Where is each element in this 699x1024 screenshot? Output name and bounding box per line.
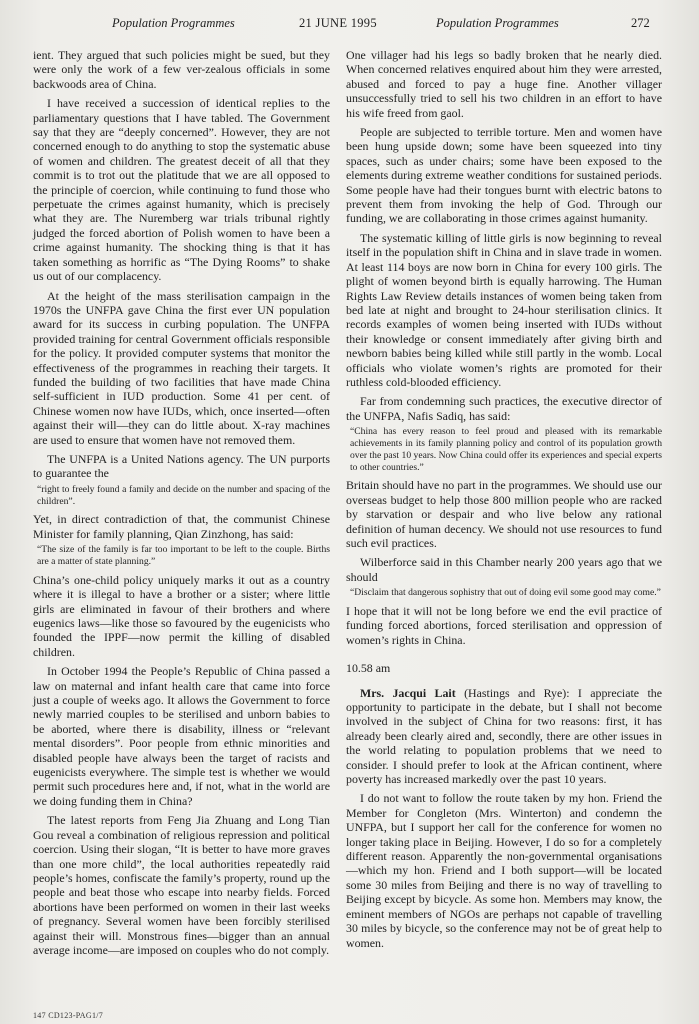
header-right-title: Population Programmes [436,16,559,30]
right-column [346,48,662,950]
paragraph: I have received a succession of identical replies to the parliamentary questions that I have tabled. The Government say that they are “deeply concerned”. However, they are not concerned enough to do anything to stop the systematic abuse of women and children. The greatest deceit of all that they commit is to trot out the platitude that we are all opposed to the principle of coercion, while continuing to fund those who perpetuate the crimes against humanity, which is precisely what they are. The Nuremberg war trials tribunal rightly judged the forced abortion of Polish women to have been a crime against humanity. The shocking thing is that it has taken something as horrific as “The Dying Rooms” to shake us out of our complacency. [33,96,330,284]
paragraph: In October 1994 the People’s Republic of China passed a law on maternal and infant health care that came into force just a couple of weeks ago. It allows the Government to force newly married couples to be sterilised and unborn babies to be aborted, where there is disability, illness or “relevant mental disorders”. Poor people from ethnic minorities and disabled people have always been the target of racists and eugenicists everywhere. The simple test is whether we would permit such procedures here and, if not, what in the world are we doing funding them in China? [33,664,330,808]
speaker-paragraph [346,686,662,787]
paragraph: The UNFPA is a United Nations agency. The UN purports to guarantee the [33,451,330,481]
header-left-title: Population Programmes [112,16,235,30]
block-quote: “right to freely found a family and decide on the number and spacing of the children”. [37,483,330,507]
paragraph: One villager had his legs so badly broken that he nearly died. When concerned relatives enquired about him they were arrested, abused and forced to pay a huge fine. Another villager unsuccessfully tried to sell his two children in an effort to have his wife freed from gaol. [346,48,662,120]
block-quote: “China has every reason to feel proud and pleased with its remarkable achievements in its family planning policy and control of its population growth over the past 10 years. Now China could offer its experiences and special experts to other countries.” [350,426,662,473]
paragraph: ient. They argued that such policies might be sued, but they were only the work of a few ver-zealous officials in some backwoods area of China. [33,48,330,91]
paragraph: People are subjected to terrible torture. Men and women have been hung upside down; some have been squeezed into tiny spaces, such as under chairs; some have been exposed to the elements during extreme weather conditions for sustained periods. Some people have had their tongues burnt with electric batons to prevent them from invoking the help of God. Through our funding, we are collaborating in those crimes against humanity. [346,125,662,226]
footer-code: 147 CD123-PAG1/7 [33,1011,104,1020]
paragraph: The latest reports from Feng Jia Zhuang and Long Tian Gou reveal a combination of religious repression and political coercion. Using their slogan, “It is better to have more graves than one more child”, the local authorities repeatedly raid people’s homes, confiscate the family’s property, round up the people and beat those who escape into nearby fields. Forced abortions have been performed on women in their last weeks of pregnancy. Several women have been forcibly sterilised against their will. Monstrous fines—bigger than an annual average income—are imposed on couples who do not comply. [33,813,330,957]
paragraph: I hope that it will not be long before we end the evil practice of funding forced abortions, forced sterilisation and oppression of women’s rights in China. [346,603,662,647]
paragraph: China’s one-child policy uniquely marks it out as a country where it is illegal to have a brother or a sister; where little girls are eliminated in favour of their brothers and where eugenics laws—like those so favoured by the eugenicists who founded the IPPF—now permit the killing of disabled children. [33,572,330,659]
paragraph: Britain should have no part in the programmes. We should use our overseas budget to help those 800 million people who are racked by starvation or despair and who live below any rational definition of human decency. We should not use resources to fund such evil practices. [346,478,662,550]
header-date: 21 JUNE 1995 [299,16,377,30]
paragraph: Wilberforce said in this Chamber nearly 200 years ago that we should [346,555,662,584]
speaker-text: (Hastings and Rye): I appreciate the opportunity to participate in the debate, but I shall not become involved in the subject of China for two reasons: first, it has already been clearly aired and, secondly, there are other issues in the world relating to population problems that we need to consider. I should prefer to look at the African continent, where poverty has increased markedly over the past 10 years. [346,685,662,787]
block-quote: “Disclaim that dangerous sophistry that out of doing evil some good may come.” [350,587,661,599]
timestamp: 10.58 am [346,661,391,676]
paragraph: Far from condemning such practices, the executive director of the UNFPA, Nafis Sadiq, has said: [346,394,662,423]
page-number: 272 [631,16,650,30]
paragraph: Yet, in direct contradiction of that, the communist Chinese Minister for family planning, Qian Zinzhong, has said: [33,512,330,541]
paragraph: At the height of the mass sterilisation campaign in the 1970s the UNFPA gave China the first ever UN population award for its success in curbing population. The UNFPA provided training for central Government officials responsible for the policy. It provided computer systems that monitor the effectiveness of the programmes in reaching their targets. It funded the building of two facilities that have made China self-sufficient in IUD production. Some 41 per cent. of Chinese women now have IUDs, which, once inserted—often against their will—they can do little about. X-ray machines are used to ensure that women have not removed them. [33,288,330,447]
left-column [33,48,330,957]
paragraph: I do not want to follow the route taken by my hon. Friend the Member for Congleton (Mrs. Winterton) and condemn the UNFPA, but I support her call for the conference for women no longer taking place in Beijing. However, I do so for a completely different reason. Apparently the non-governmental organisations—which my hon. Friend and I both support—will be located some 30 miles from Beijing and there is no way of travelling to Beijing except by bicycle. As some hon. Members may know, the eminent members of NGOs are perhaps not capable of travelling 30 miles by bicycle, so the conference may not be of great help to women. [346,791,662,950]
paragraph: The systematic killing of little girls is now beginning to reveal itself in the population shift in China and in slave trade in women. At least 114 boys are now born in China for every 100 girls. The plight of women beyond birth is equally harrowing. The Human Rights Law Review details instances of women being taken from bed late at night and brought to 24-hour sterilisation clinics. It records examples of women being inserted with IUDs without their knowledge or consent immediately after giving birth and newborn babies being killed while still partly in the womb. Local officials who violate women’s rights are promoted for their ruthless cold-blooded efficiency. [346,230,662,389]
block-quote: “The size of the family is far too important to be left to the couple. Births are a matter of state planning.” [37,544,330,567]
page-header [0,16,699,36]
speaker-name: Mrs. Jacqui Lait [360,685,456,700]
